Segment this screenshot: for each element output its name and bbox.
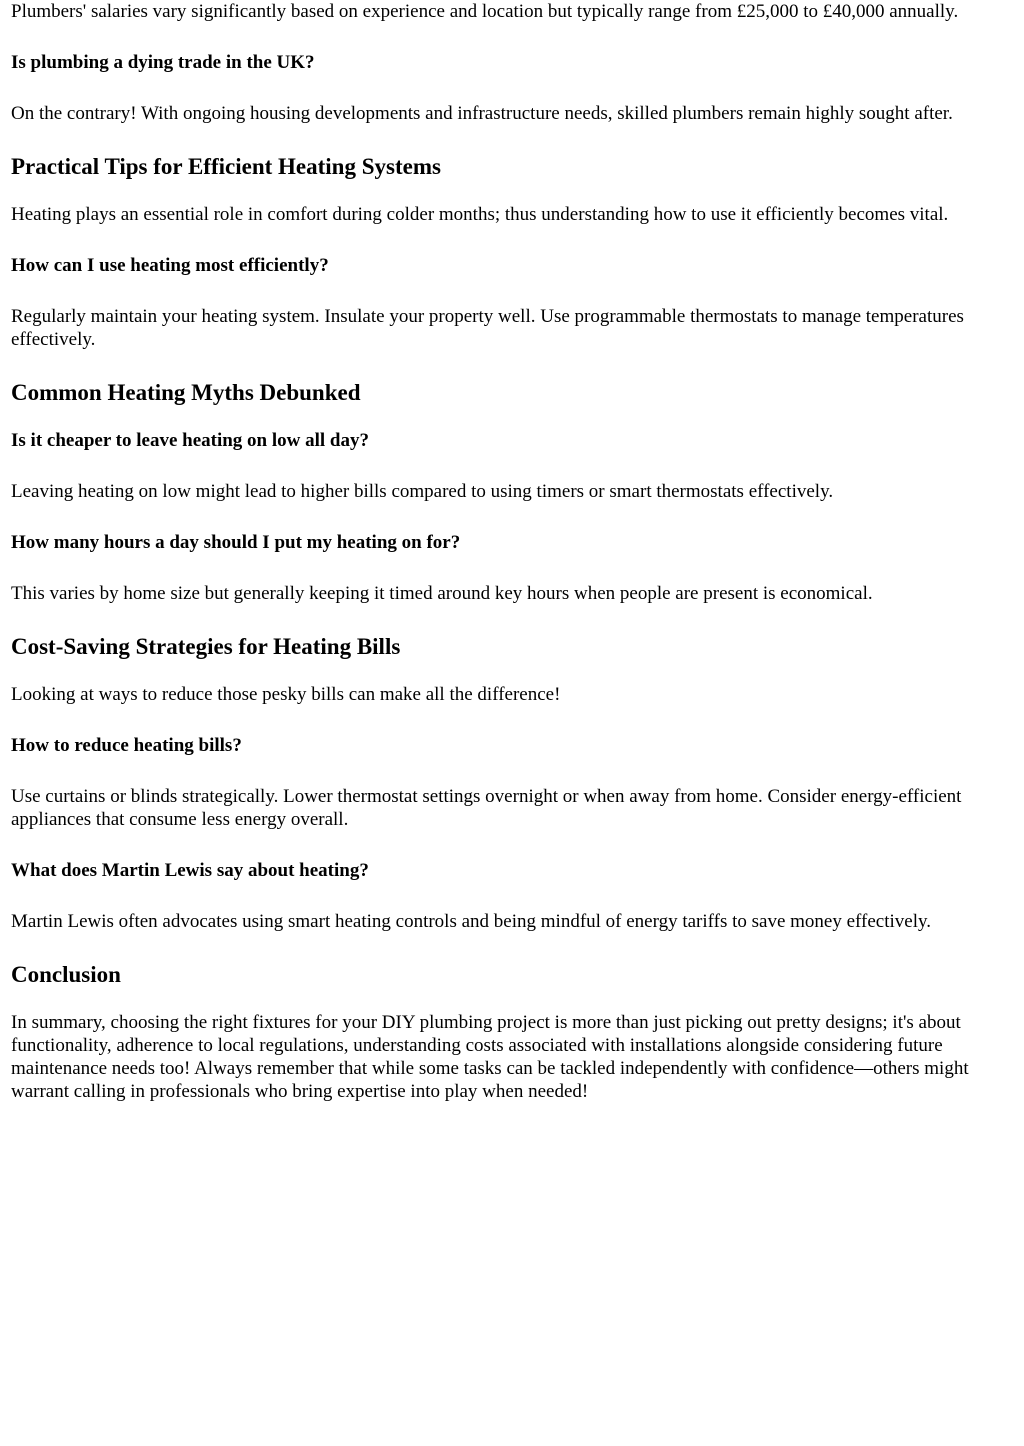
faq-answer-martin-lewis: Martin Lewis often advocates using smart heating controls and being mindful of energy tariffs to save money effectively. bbox=[11, 911, 932, 932]
faq-question-efficient-heating: How can I use heating most efficiently? bbox=[11, 255, 329, 276]
faq-answer-low-all-day: Leaving heating on low might lead to higher bills compared to using timers or smart thermostats effectively. bbox=[11, 481, 834, 502]
faq-question-reduce-bills: How to reduce heating bills? bbox=[11, 735, 242, 756]
faq-answer-dying-trade: On the contrary! With ongoing housing developments and infrastructure needs, skilled plumbers remain highly sought after. bbox=[11, 103, 953, 124]
section-heading-practical-tips: Practical Tips for Efficient Heating Systems bbox=[11, 154, 441, 179]
conclusion-paragraph: In summary, choosing the right fixtures for your DIY plumbing project is more than just picking out pretty designs; it's about functionality, adherence to local regulations, understanding costs associated with installations alongside considering future maintenance needs too! Always remember that while some tasks can be tackled independently with confidence—others might warrant calling in professionals who bring expertise into play when needed! bbox=[11, 1012, 969, 1102]
section-heading-myths: Common Heating Myths Debunked bbox=[11, 380, 361, 405]
section-heading-conclusion: Conclusion bbox=[11, 962, 121, 987]
faq-question-low-all-day: Is it cheaper to leave heating on low all day? bbox=[11, 430, 370, 451]
faq-answer-reduce-bills: Use curtains or blinds strategically. Lower thermostat settings overnight or when away from home. Consider energy-efficient appliances that consume less energy overall. bbox=[11, 786, 962, 830]
section-intro-practical-tips: Heating plays an essential role in comfort during colder months; thus understanding how to use it efficiently becomes vital. bbox=[11, 204, 949, 225]
faq-answer-efficient-heating: Regularly maintain your heating system. Insulate your property well. Use programmable thermostats to manage temperatures effectively. bbox=[11, 306, 964, 350]
faq-question-hours-per-day: How many hours a day should I put my heating on for? bbox=[11, 532, 461, 553]
intro-paragraph: Plumbers' salaries vary significantly based on experience and location but typically range from £25,000 to £40,000 annually. bbox=[11, 1, 959, 22]
section-intro-cost-saving: Looking at ways to reduce those pesky bills can make all the difference! bbox=[11, 684, 561, 705]
section-heading-cost-saving: Cost-Saving Strategies for Heating Bills bbox=[11, 634, 401, 659]
faq-answer-hours-per-day: This varies by home size but generally keeping it timed around key hours when people are present is economical. bbox=[11, 583, 873, 604]
faq-question-martin-lewis: What does Martin Lewis say about heating? bbox=[11, 860, 369, 881]
faq-question-dying-trade: Is plumbing a dying trade in the UK? bbox=[11, 52, 315, 73]
